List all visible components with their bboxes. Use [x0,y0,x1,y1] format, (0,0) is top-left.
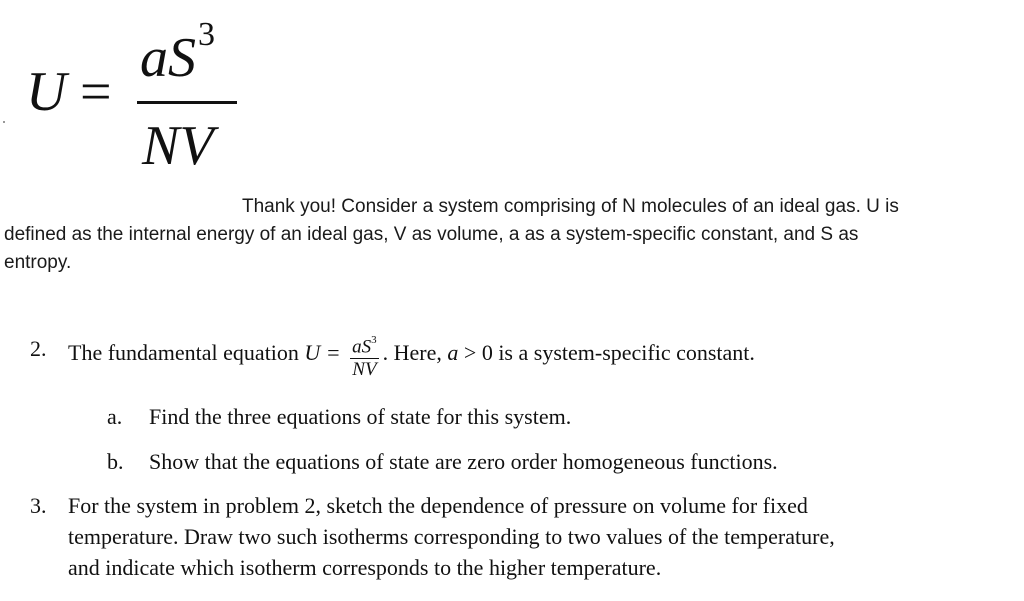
numerator-exponent: 3 [198,16,215,53]
problem-2-text [68,330,755,380]
problem-2-eq-lhs: U = [304,340,341,366]
problem-3-line-1: For the system in problem 2, sketch the dependence of pressure on volume for fixed [68,493,808,518]
equation-denominator: NV [142,115,214,177]
equation-numerator [140,16,215,89]
problem-3-line-2: temperature. Draw two such isotherms corresponding to two values of the temperature, [68,524,835,549]
subproblem-a [107,402,571,432]
subproblem-a-text: Find the three equations of state for this system. [149,404,572,429]
equation-lhs: U [26,61,67,123]
problem-2-fraction [350,331,379,381]
problem-2-frac-den: NV [352,359,377,381]
equation-equals: = [80,61,112,123]
stray-dot [3,121,5,123]
problem-2-number: 2. [30,336,47,361]
problem-2-var-a: a [447,340,459,366]
problem-2-prefix: The fundamental equation [68,340,299,366]
intro-paragraph [4,193,1014,277]
intro-line-1: Thank you! Consider a system comprising of N molecules of an ideal gas. U is [242,196,899,217]
intro-line-3: entropy. [4,252,72,273]
subproblem-b [107,447,778,477]
subproblem-b-label: b. [107,449,124,474]
problem-3-line-3: and indicate which isotherm corresponds to the higher temperature. [68,555,662,580]
problem-2-frac-num [350,331,379,359]
problem-3-text [68,490,835,583]
subproblem-b-text: Show that the equations of state are zero order homogeneous functions. [149,449,778,474]
intro-line-2: defined as the internal energy of an ideal gas, V as volume, a as a system-specific constant, and S as [4,224,859,245]
problem-3-number: 3. [30,493,47,518]
fundamental-equation-display [0,0,260,185]
subproblem-a-label: a. [107,404,123,429]
problem-2-frac-exp: 3 [371,334,377,346]
fraction-bar [137,101,237,104]
problem-2-suffix-1: . Here, [382,340,442,366]
problem-2-frac-num-text: aS [352,336,372,358]
numerator-text: aS [140,27,196,89]
problem-2-suffix-2: > 0 is a system-specific constant. [463,340,755,366]
